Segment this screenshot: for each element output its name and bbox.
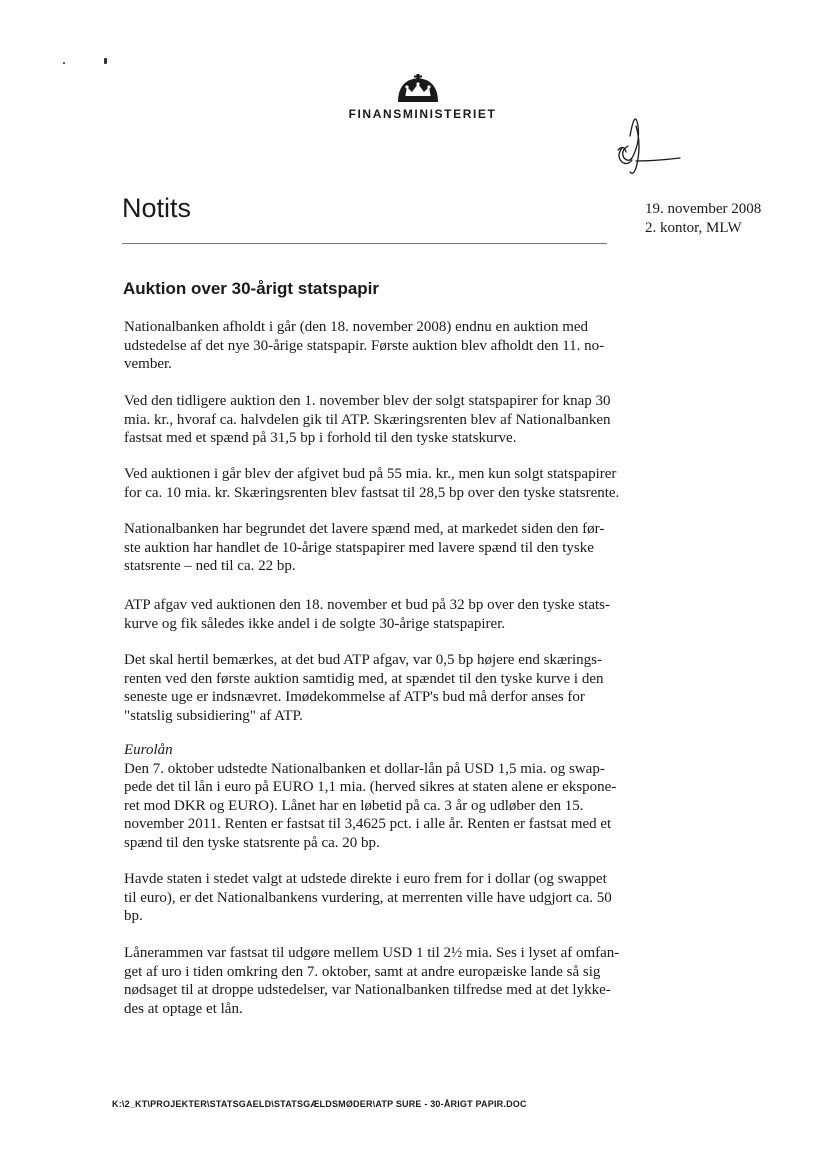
document-office: 2. kontor, MLW: [645, 220, 742, 236]
crown-emblem-icon: [395, 74, 441, 104]
file-path-footer: K:\2_KT\PROJEKTER\STATSGAELD\STATSGÆLDSMØDER\ATP SURE - 30-ÅRIGT PAPIR.DOC: [112, 1099, 527, 1109]
ministry-name: FINANSMINISTERIET: [348, 107, 497, 121]
section-heading: Auktion over 30-årigt statspapir: [123, 279, 380, 298]
handwritten-initials-icon: [600, 106, 685, 181]
paragraph-3: Ved auktionen i går blev der afgivet bud på 55 mia. kr., men kun solgt statspapirer for ca. 10 mia. kr. Skæringsrenten blev fastsat til 28,5 bp over den tyske statsrente.: [124, 466, 620, 501]
paragraph-6: Det skal hertil bemærkes, at det bud ATP afgav, var 0,5 bp højere end skærings- renten ved den første auktion samtidig med, at spændet til den tyske kurve i den seneste uge er indsnævret. Imødekommelse af ATP's bud må derfor anses for "statslig subsidiering" af ATP.: [124, 652, 604, 724]
page-title: Notits: [122, 193, 192, 223]
paragraph-4: Nationalbanken har begrundet det lavere spænd med, at markedet siden den før- ste auktion har handlet de 10-årige statspapirer med lavere spænd til den tyske statsrente – ned til ca. 22 bp.: [124, 521, 605, 575]
paragraph-9: Lånerammen var fastsat til udgøre mellem USD 1 til 2½ mia. Ses i lyset af omfan- get af uro i tiden omkring den 7. oktober, samt at andre europæiske lande så sig nødsaget til at droppe udstedelser, var Nationalbanken tilfredse med at det lykke- des at optage et lån.: [124, 945, 620, 1017]
title-divider: [122, 243, 607, 244]
paragraph-8: Havde staten i stedet valgt at udstede direkte i euro frem for i dollar (og swappet til euro), er det Nationalbankens vurdering, at merrenten ville have udgjort ca. 50 bp.: [124, 871, 612, 925]
paragraph-2: Ved den tidligere auktion den 1. november blev der solgt statspapirer for knap 30 mia. kr., hvoraf ca. halvdelen gik til ATP. Skæringsrenten blev af Nationalbanken fastsat med et spænd på 31,5 bp i forhold til den tyske statskurve.: [124, 393, 611, 447]
paragraph-5: ATP afgav ved auktionen den 18. november et bud på 32 bp over den tyske stats- kurve og fik således ikke andel i de solgte 30-årige statspapirer.: [124, 597, 610, 632]
paragraph-7: Eurolån Den 7. oktober udstedte Nationalbanken et dollar-lån på USD 1,5 mia. og swap- pede det til lån i euro på EURO 1,1 mia. (herved sikres at staten alene er ekspone- ret mod DKR og EURO). Lånet har en løbetid på ca. 3 år og udløber den 15. november 2011. Renten er fastsat til 3,4625 pct. i alle år. Renten er fastsat med et spænd til den tyske statsrente på ca. 20 bp.: [124, 741, 632, 853]
document-date: 19. november 2008: [645, 201, 762, 217]
document-meta: [645, 200, 761, 238]
scan-speck: [63, 62, 65, 64]
subheading-eurolan: Eurolån: [124, 742, 173, 758]
scan-speck: [104, 58, 107, 64]
paragraph-1: Nationalbanken afholdt i går (den 18. november 2008) endnu en auktion med udstedelse af det nye 30-årige statspapir. Første auktion blev afholdt den 11. no- vember.: [124, 319, 605, 373]
